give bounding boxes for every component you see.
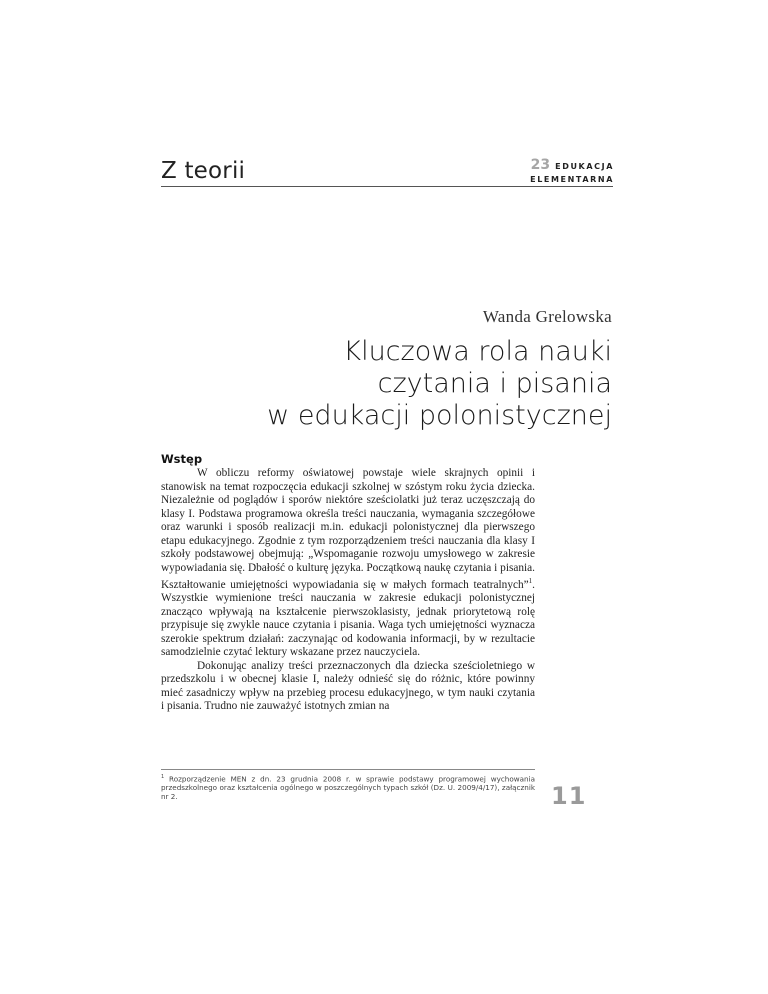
page-number: 11	[551, 782, 587, 810]
article-body	[161, 467, 535, 714]
title-line-1: Kluczowa rola nauki	[343, 336, 612, 367]
journal-name-line2: ELEMENTARNA	[530, 175, 614, 184]
paragraph-1-part-a: W obliczu reformy oświatowej powstaje wiele skrajnych opinii i stanowisk na temat rozpoczęcia edukacji szkolnej w szóstym roku życia dziecka. Niezależnie od poglądów i sporów niektóre sześciolatki już teraz uczęszczają do klasy I. Podstawa programowa określa treści nauczania, wymagania szczegółowe oraz warunki i sposób realizacji m.in. edukacji polonistycznej dla pierwszego etapu edukacyjnego. Zgodnie z tym rozporządzeniem treści nauczania dla klasy I szkoły podstawowej obejmują: „Wspomaganie rozwoju umysłowego w zakresie wypowiadania się. Dbałość o kulturę języka. Początkową naukę czytania i pisania. Kształtowanie umiejętności wypowiadania się w małych formach teatralnych”	[161, 467, 535, 591]
header-divider	[161, 186, 613, 187]
section-heading: Wstęp	[161, 452, 203, 466]
article-title	[172, 336, 612, 432]
title-line-3: w edukacji polonistycznej	[267, 400, 612, 431]
journal-name-line1: EDUKACJA	[555, 162, 614, 171]
footnote-marker: 1	[161, 774, 165, 780]
article-author: Wanda Grelowska	[482, 307, 612, 326]
section-label: Z teorii	[161, 158, 246, 184]
footnote-divider	[161, 769, 535, 770]
journal-number: 23	[530, 157, 551, 173]
footnote-text: Rozporządzenie MEN z dn. 23 grudnia 2008 r. w sprawie podstawy programowej wychowania przedszkolnego oraz kształcenia ogólnego w poszczególnych typach szkół (Dz. U. 2009/4/17), załącznik nr 2.	[161, 774, 535, 802]
footnote	[161, 773, 535, 801]
journal-logo	[530, 159, 614, 185]
paragraph-1	[161, 467, 535, 660]
paragraph-2: Dokonując analizy treści przeznaczonych dla dziecka sześcioletniego w przedszkolu i w obecnej klasie I, należy odnieść się do różnic, które powinny mieć zasadniczy wpływ na przebieg procesu edukacyjnego, w tym nauki czytania i pisania. Trudno nie zauważyć istotnych zmian na	[161, 659, 535, 713]
footnote-reference: 1	[528, 577, 533, 585]
title-line-2: czytania i pisania	[377, 368, 612, 399]
paragraph-1-part-b: . Wszystkie wymienione treści nauczania w zakresie edukacji polonistycznej znacząco wpływają na kształcenie pierwszoklasisty, jednak priorytetową rolę przypisuje się zwykle nauce czytania i pisania. Waga tych umiejętności wyznacza szerokie spektrum działań: zaczynając od kodowania informacji, by w rezultacie samodzielnie czytać lektury wskazane przez nauczyciela.	[161, 578, 535, 659]
